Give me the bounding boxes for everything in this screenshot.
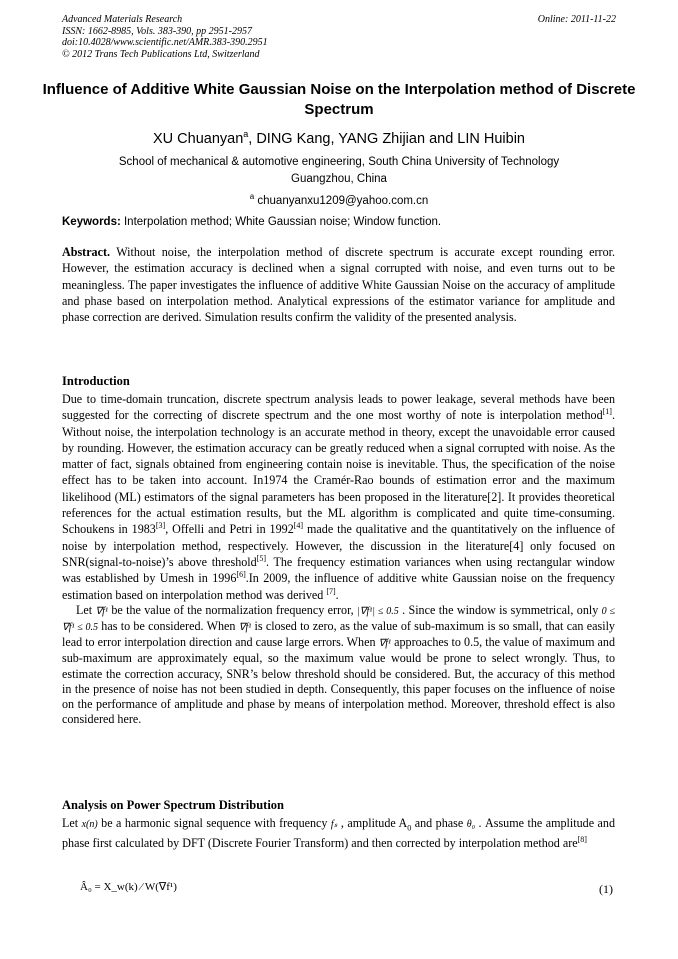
math-inline: fₛ [330, 819, 338, 830]
equation-number: (1) [599, 882, 613, 896]
intro-text: be the value of the normalization frequency error, [107, 602, 358, 617]
analysis-text: be a harmonic signal sequence with frequency [97, 816, 331, 830]
math-inline: θ₀ [466, 819, 476, 830]
citation[interactable]: [3] [155, 521, 166, 531]
citation[interactable]: [6] [236, 570, 246, 580]
intro-text: . [335, 587, 339, 602]
abstract-text: Without noise, the interpolation method of discrete spectrum is accurate except rounding error. However, the estimation accuracy is declined when a signal corrupted with noise, and even turns out to be meaningless. The paper investigates the influence of additive White Gaussian Noise on the accuracy of amplitude and phase based on interpolation method. Analytical expressions of the estimator variance for amplitude and phase correction are derived. Simulation results confirm the validity of the presented analysis. [62, 245, 615, 325]
email-line [40, 188, 638, 210]
section-heading-introduction: Introduction [62, 374, 130, 388]
introduction-body [62, 391, 615, 727]
author-email[interactable]: chuanyanxu1209@yahoo.com.cn [257, 194, 429, 207]
journal-copyright: © 2012 Trans Tech Publications Ltd, Switzerland [62, 48, 260, 60]
citation[interactable]: [7] [326, 586, 336, 596]
intro-text: . The frequency estimation variances when using rectangular window was established by Umesh in 1996 [62, 554, 615, 586]
subscript: 0 [407, 823, 412, 833]
analysis-text: . Assume the amplitude and phase first calculated by DFT (Discrete Fourier Transform) and then corrected by interpolation method are [62, 816, 615, 850]
intro-text: is closed to zero, as the value of sub-maximum is so small, that can easily lead to error interpolation direction and cause large errors. When [62, 619, 615, 650]
intro-text: made the qualitative and the quantitatively on the influence of noise by interpolation method, respectively. However, the discussion in the literature[4] only focused on SNR(signal-to-noise)’s above threshold [62, 522, 615, 569]
affiliation-line2: Guangzhou, China [291, 173, 387, 185]
abstract-label: Abstract. [62, 245, 111, 259]
intro-text: . Since the window is symmetrical, only [398, 602, 602, 617]
affiliation [40, 154, 638, 210]
keywords-text: Interpolation method; White Gaussian noise; Window function. [120, 216, 442, 228]
analysis-text: , amplitude A [337, 816, 408, 830]
author-list [40, 124, 638, 149]
affiliation-line1: School of mechanical & automotive engineering, South China University of Technology [118, 156, 560, 168]
equation-1: Â₀ = X_w(k) ⁄ W(∇f¹) [80, 881, 177, 893]
intro-paragraph-1 [62, 391, 615, 603]
journal-name: Advanced Materials Research [62, 14, 183, 25]
keywords-label: Keywords: [62, 216, 121, 228]
author-first: XU Chuanyan [152, 130, 244, 147]
author-affil-mark: a [243, 129, 249, 139]
math-inline: ∇f¹ [378, 638, 392, 650]
math-inline: ∇f¹ [95, 605, 108, 617]
intro-text: approaches to 0.5, the value of maximum and sub-maximum are approximately equal, so the maximum value would be prone to select wrongly. Thus, to estimate the correction accuracy, SNR’s below threshold should be considered. But, the accuracy of this method in the presence of noise has not been studied in depth. Consequently, this paper focuses on the influence of noise on the performance of amplitude and phase by means of interpolation method. Moreover, threshold effect is also considered here. [62, 635, 616, 727]
math-inline: 0 ≤ ∇f¹ ≤ 0.5 [62, 605, 615, 634]
math-inline: |∇f¹| ≤ 0.5 [357, 605, 399, 617]
email-affil-mark: a [249, 192, 255, 201]
analysis-body [62, 816, 615, 851]
analysis-text: and phase [411, 816, 467, 830]
intro-text: , Offelli and Petri in 1992 [165, 522, 294, 537]
math-inline: x(n) [81, 819, 98, 830]
intro-text: Let [76, 602, 96, 617]
citation[interactable]: [1] [602, 407, 612, 417]
online-date: Online: 2011-11-22 [537, 14, 616, 25]
abstract [62, 244, 615, 325]
intro-paragraph-2 [62, 603, 615, 728]
section-heading-analysis: Analysis on Power Spectrum Distribution [62, 798, 285, 812]
citation[interactable]: [4] [293, 521, 304, 531]
journal-doi: doi:10.4028/www.scientific.net/AMR.383-390.2951 [62, 37, 268, 48]
paper-title: Influence of Additive White Gaussian Noise on the Interpolation method of Discrete Spectrum [42, 81, 636, 118]
intro-text: . Without noise, the interpolation technology is an accurate method in theory, except the unavoidable error caused by rounding. However, the estimation accuracy can be greatly reduced when a signal corrupted with noise. As the matter of fact, signals obtained from engineering contain noise is inevitable. Thus, the specification of the noise effect has to be taken into account. In1974 the Cramér-Rao bounds of estimation error and the maximum likelihood (ML) estimators of the signal parameters has been proposed in the literature[2]. It provides theoretical references for the actual estimation results, but the ML algorithm is complicated and quite time-consuming. Schoukens in 1983 [62, 408, 615, 537]
citation[interactable]: [5] [256, 553, 267, 563]
math-inline: ∇f¹ [238, 622, 252, 634]
journal-header [62, 14, 268, 60]
analysis-text: Let [62, 816, 82, 830]
intro-text: Due to time-domain truncation, discrete spectrum analysis leads to power leakage, several methods have been suggested for the correcting of discrete spectrum and the one most worthy of note is interpolation method [62, 392, 615, 423]
intro-text: .In 2009, the influence of additive white Gaussian noise on the frequency estimation based on interpolation method was derived [62, 571, 615, 602]
journal-issn: ISSN: 1662-8985, Vols. 383-390, pp 2951-2957 [62, 25, 252, 37]
author-rest: , DING Kang, YANG Zhijian and LIN Huibin [248, 130, 525, 147]
citation[interactable]: [8] [577, 834, 587, 844]
keywords [62, 214, 622, 230]
intro-text: has to be considered. When [98, 619, 239, 634]
